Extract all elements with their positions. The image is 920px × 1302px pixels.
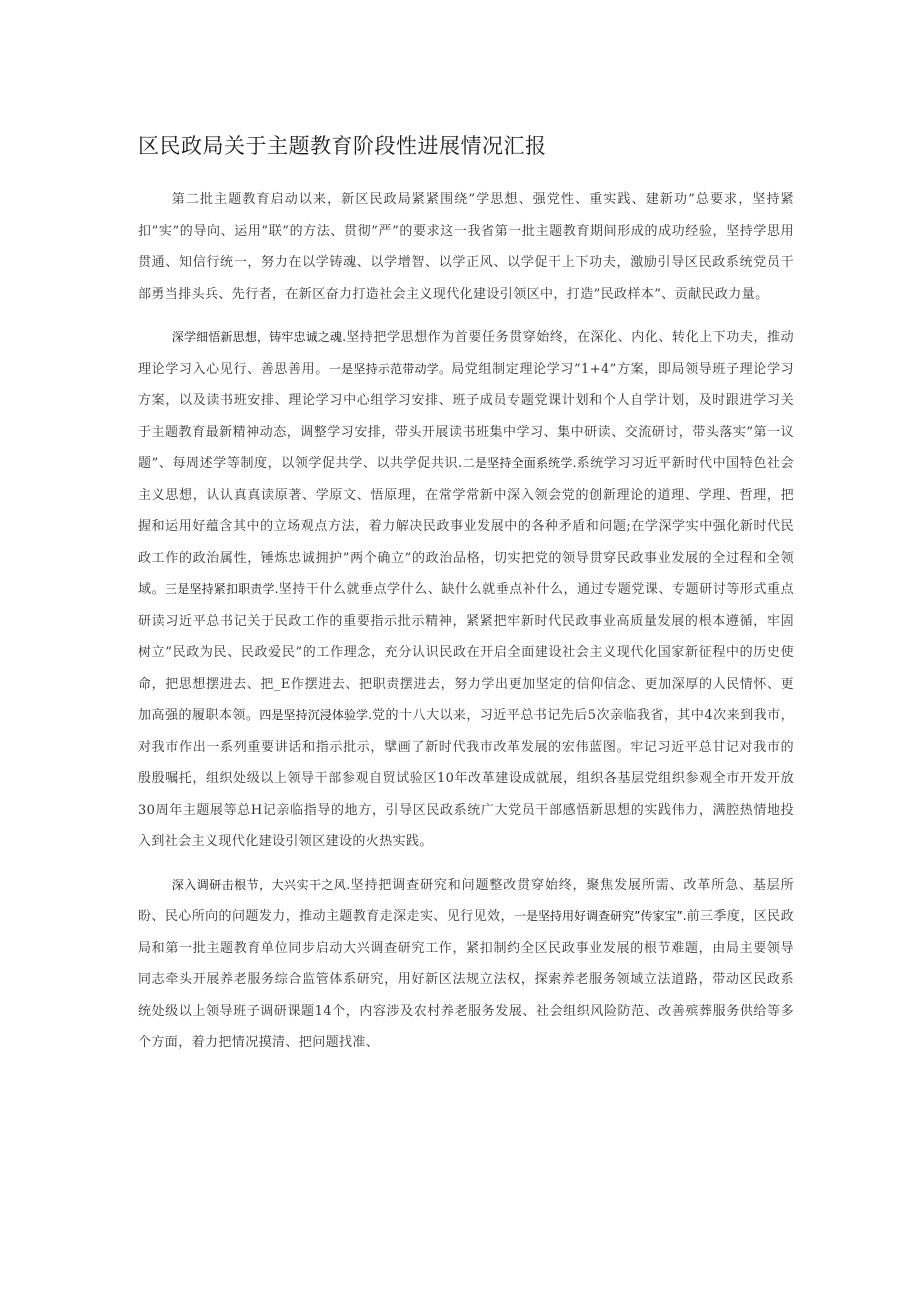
document-page [138,128,794,1069]
paragraph-text: 坚持干什么就垂点学什么、缺什么就垂点补什么，通过专题党课、专题研讨等形式重点研读习近平总书记关于民政工作的重要指示批示精神，紧紧把牢新时代民政事业高质量发展的根本遵循，牢固树立”民政为民、民政爱民”的工作理念，充分认识民政在开启全面建设社会主义现代化国家新征程中的历史使命，把思想摆进去、把_E作摆进去、把职责摆进去，努力学出更加坚定的信仰信念、更加深厚的人民情怀、更加高强的履职本领。 [138,582,794,723]
document-title: 区民政局关于主题教育阶段性进展情况汇报 [138,134,547,158]
study-paragraph [138,322,794,858]
paragraph-text: 坚持把调查研究和问题整改贯穿始终，聚焦发展所需、改革所急、基层所盼、民心所向的问题发力，推动主题教育走深走实、见行见效， [138,877,794,924]
paragraph-text: 坚持把学思想作为首要任务贯穿始终，在深化、内化、转化上下功夫，推动理论学习入心见行、善思善用。 [138,330,794,377]
point-heading-1: 一是坚持示范带动学。 [328,361,452,376]
paragraph-text: 系统学习习近平新时代中国特色社会主义思想，认认真真读原著、学原文、悟原理，在常学常新中深入领会党的创新理论的道理、学理、哲理，把握和运用好蕴含其中的立场观点方法，着力解决民政事业发展中的各种矛盾和问题;在学深学实中强化新时代民政工作的政治属性，锤炼忠诚拥护”两个确立”的政治品格，切实把党的领导贯穿民政事业发展的全过程和全领域。 [138,456,794,597]
point-heading-2: 二是坚持全面系统学. [462,456,577,470]
point-heading-3: 三是坚持紧扣职责学. [165,582,279,596]
paragraph-text: 局党组制定理论学习”1+4”方案，即局领导班子理论学习方案，以及读书班安排、理论学习中心组学习安排、班子成员专题党课计划和个人自学计划，及时跟进学习关于主题教育最新精神动态，调整学习安排，带头开展读书班集中学习、集中研读、交流研讨，带头落实”第一议题”、每周述学等制度，以领学促共学、以共学促共识. [138,361,794,471]
paragraph-text: 党的十八大以来，习近平总书记先后5次亲临我省，其中4次来到我市，对我市作出一系列重要讲话和指示批示，擘画了新时代我市改革发展的宏伟蓝图。牢记习近平总甘记对我市的殷殷嘱托，组织处级以上领导干部参观自贸试验区10年改革建设成就展，组织各基层党组织参观全市开发开放30周年主题展等总H记亲临指导的地方，引导区民政系统广大党员干部感悟新思想的实践伟力，满腔热情地投入到社会主义现代化建设引领区建设的火热实践。 [138,708,794,849]
paragraph-text: 前三季度，区民政局和第一批主题教育单位同步启动大兴调查研究工作，紧扣制约全区民政事业发展的根节难题，由局主要领导同志牵头开展养老服务综合监管体系研究，用好新区法规立法权，探索养老服务领域立法道路，带动区民政系统处级以上领导班子调研课题14个，内容涉及农村养老服务发展、社会组织风险防范、改善殡葬服务供给等多个方面，着力把情况摸清、把问题找准、 [138,909,795,1050]
intro-paragraph: 第二批主题教育启动以来，新区民政局紧紧围绕”学思想、强党性、重实践、建新功”总要求，坚持紧扣”实”的导向、运用”联”的方法、贯彻”严”的要求这一我省第一批主题教育期间形成的成功经验，坚持学思用贯通、知信行统一，努力在以学铸魂、以学增智、以学正风、以学促干上下功夫，激励引导区民政系统党员干部勇当排头兵、先行者，在新区奋力打造社会主义现代化建设引领区中，打造”民政样本”、贡献民政力量。 [138,192,794,302]
research-paragraph [138,870,794,1059]
section-lead-study: 深学细悟新思想，铸牢忠诚之魂. [171,330,347,344]
point-heading-4: 四是坚持沉浸体验学. [259,708,372,722]
point-heading-research-1: 一是坚持用好调查研究”传家宝”. [513,909,687,923]
section-lead-research: 深入调研击根节，大兴实干之风. [171,877,351,892]
